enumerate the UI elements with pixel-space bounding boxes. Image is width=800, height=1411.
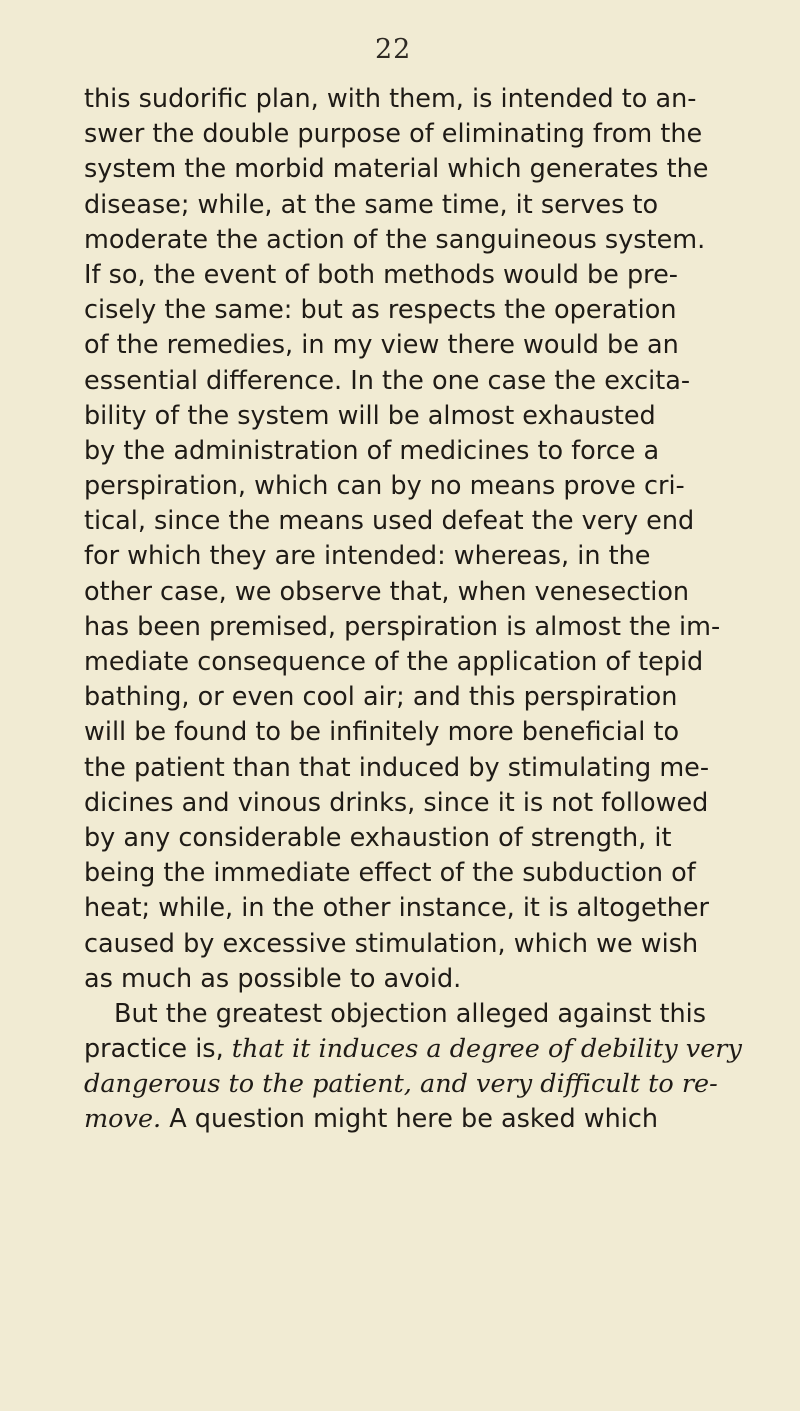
text-line: this sudorific plan, with them, is intended to an- (84, 84, 697, 114)
text-span: A question might here be asked which (161, 1104, 659, 1135)
text-line: heat; while, in the other instance, it is altogether (84, 893, 710, 924)
text-line: of the remedies, in my view there would be an (84, 330, 679, 361)
text-line: disease; while, at the same time, it serves to (84, 189, 659, 220)
text-line: dicines and vinous drinks, since it is not followed (84, 787, 709, 818)
text-line: swer the double purpose of eliminating from the (84, 119, 703, 150)
italic-text: that it induces a degree of debility very (231, 1034, 742, 1065)
text-line: bility of the system will be almost exhausted (84, 400, 656, 431)
text-line: will be found to be infinitely more beneficial to (84, 717, 680, 748)
text-line: system the morbid material which generates the (84, 154, 709, 185)
text-line: essential difference. In the one case the excita- (84, 365, 691, 396)
paragraph-first-line: But the greatest objection alleged against this (114, 998, 707, 1029)
text-line: has been premised, perspiration is almost the im- (84, 611, 721, 642)
page-number: 22 (375, 34, 412, 65)
text-line: by any considerable exhaustion of strength, it (84, 822, 672, 853)
text-span: practice is, (84, 1034, 232, 1065)
text-line: moderate the action of the sanguineous system. (84, 224, 706, 255)
text-line: the patient than that induced by stimulating me- (84, 752, 710, 783)
text-line: perspiration, which can by no means prove cri- (84, 471, 685, 502)
text-line (84, 1102, 744, 1137)
text-line: other case, we observe that, when venesection (84, 576, 690, 607)
text-line: If so, the event of both methods would be pre- (84, 259, 678, 290)
italic-text: move. (84, 1104, 162, 1135)
text-line: being the immediate effect of the subduction of (84, 858, 696, 889)
text-line: bathing, or even cool air; and this perspiration (84, 682, 678, 713)
text-line (84, 1032, 744, 1067)
text-line: caused by excessive stimulation, which we wish (84, 928, 699, 959)
text-line: as much as possible to avoid. (84, 963, 462, 994)
text-line: for which they are intended: whereas, in the (84, 541, 651, 572)
body-text (84, 82, 744, 1138)
text-line: by the administration of medicines to force a (84, 435, 660, 466)
text-line: cisely the same: but as respects the operation (84, 295, 677, 326)
italic-text-line: dangerous to the patient, and very difficult to re- (84, 1069, 718, 1100)
text-line: tical, since the means used defeat the very end (84, 506, 695, 537)
text-line: mediate consequence of the application of tepid (84, 647, 704, 677)
